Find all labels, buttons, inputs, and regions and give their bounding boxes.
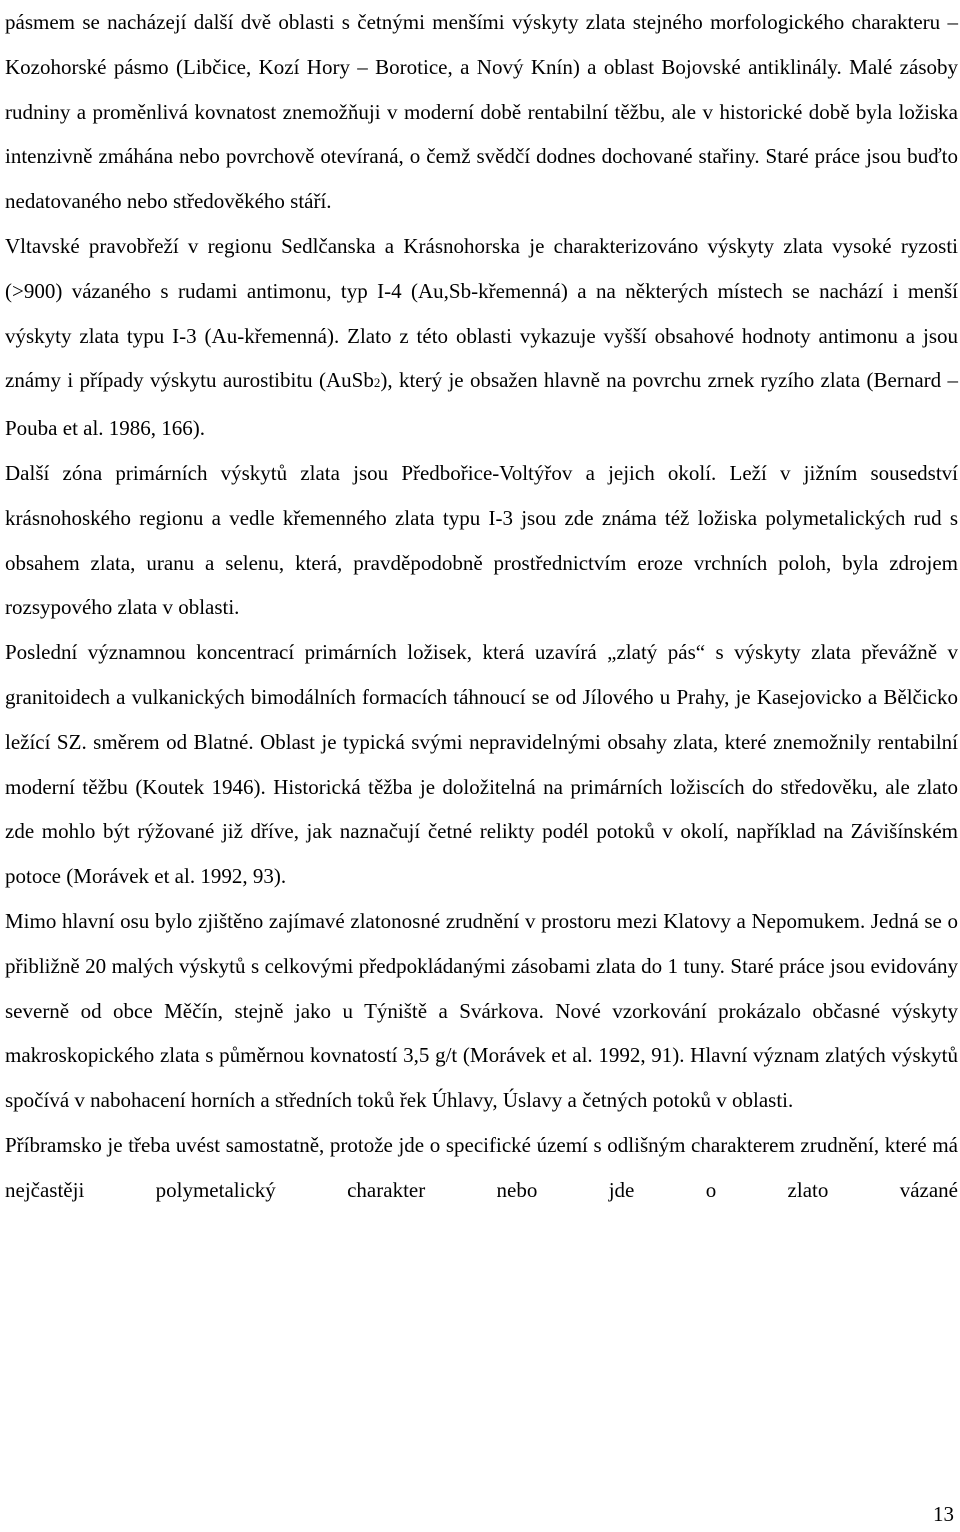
paragraph-kozohorske: pásmem se nacházejí další dvě oblasti s četnými menšími výskyty zlata stejného morfologického charakteru – Kozohorské pásmo (Libčice, Kozí Hory – Borotice, a Nový Knín) a oblast Bojovské antiklinály. Malé zásoby rudniny a proměnlivá kovnatost znemožňuji v moderní době rentabilní těžbu, ale v historické době byla ložiska intenzivně zmáhána nebo povrchově otevíraná, o čemž svědčí dodnes dochované stařiny. Staré práce jsou buďto nedatovaného nebo středověkého stáří. — [5, 10, 958, 214]
paragraph-predborice: Další zóna primárních výskytů zlata jsou Předbořice-Voltýřov a jejich okolí. Leží v jižním sousedství krásnohoského regionu a vedle křemenného zlata typu I-3 jsou zde známa též ložiska polymetalických rud s obsahem zlata, uranu a selenu, která, pravděpodobně prostřednictvím eroze vrchních poloh, byla zdrojem rozsypového zlata v oblasti. — [5, 460, 958, 620]
paragraph-pribramsko: Příbramsko je třeba uvést samostatně, protože jde o specifické území s odlišným charakterem zrudnění, které má nejčastěji polymetalický charakter nebo jde o zlato vázané — [5, 1132, 958, 1202]
paragraph-vltavske — [5, 224, 958, 451]
page-number: 13 — [933, 1502, 954, 1526]
paragraph-posledni: Poslední významnou koncentrací primárních ložisek, která uzavírá „zlatý pás“ s výskyty zlata převážně v granitoidech a vulkanických bimodálních formacích táhnoucí se od Jílového u Prahy, je Kasejovicko a Bělčicko ležící SZ. směrem od Blatné. Oblast je typická svými nepravidelnými obsahy zlata, které znemožnily rentabilní moderní těžbu (Koutek 1946). Historická těžba je doložitelná na primárních ložiscích do středověku, ale zlato zde mohlo být rýžované již dříve, jak naznačují četné relikty podél potoků v okolí, například na Závišínském potoce (Morávek et al. 1992, 93). — [5, 640, 958, 889]
paragraph-mimo-hlavni-osu: Mimo hlavní osu bylo zjištěno zajímavé zlatonosné zrudnění v prostoru mezi Klatovy a Nepomukem. Jedná se o přibližně 20 malých výskytů s celkovými předpokládanými zásobami zlata do 1 tuny. Staré práce jsou evidovány severně od obce Měčín, stejně jako u Týniště a Svárkova. Nové vzorkování prokázalo občasné výskyty makroskopického zlata s půměrnou kovnatostí 3,5 g/t (Morávek et al. 1992, 91). Hlavní význam zlatých výskytů spočívá v nabohacení horních a středních toků řek Úhlavy, Úslavy a četných potoků v oblasti. — [5, 908, 958, 1113]
paragraph-vltavske-text-end: ), který je obsažen hlavně na povrchu zrnek ryzího zlata (Bernard – Pouba et al. 1986, 166). — [5, 368, 958, 441]
paragraph-vltavske-text: Vltavské pravobřeží v regionu Sedlčanska a Krásnohorska je charakterizováno výskyty zlata vysoké ryzosti (>900) vázaného s rudami antimonu, typ I-4 (Au,Sb-křemenná) a na některých místech se nachází i menší výskyty zlata typu I-3 (Au-křemenná). Zlato z této oblasti vykazuje vyšší obsahové hodnoty antimonu a jsou známy i případy výskytu aurostibitu (AuSb — [5, 233, 958, 393]
subscript-2: 2 — [373, 375, 381, 391]
document-page — [5, 0, 958, 1213]
